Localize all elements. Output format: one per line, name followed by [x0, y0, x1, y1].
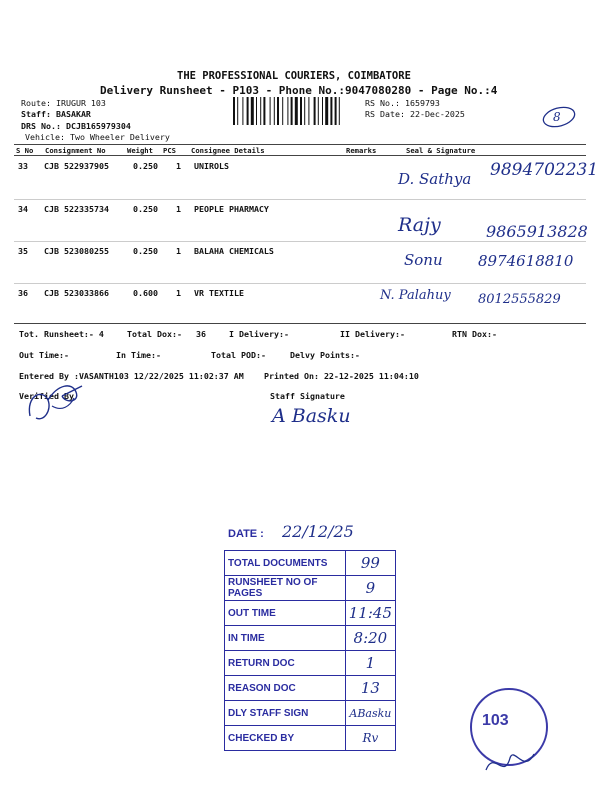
stamp-row: [225, 676, 396, 701]
row-pcs: 1: [176, 204, 181, 214]
table-header-rule: [14, 155, 586, 156]
row-consignee: BALAHA CHEMICALS: [194, 246, 274, 256]
row-divider: [14, 283, 586, 284]
col-header-sno: S No: [16, 146, 34, 155]
verified-by: Verified By: [19, 391, 74, 401]
col-header-weight: Weight: [127, 146, 153, 155]
row-consignee: UNIROLS: [194, 161, 229, 171]
stamp-label: RETURN DOC: [225, 651, 346, 676]
row-pcs: 1: [176, 288, 181, 298]
stamp-row: [225, 626, 396, 651]
company-title: THE PROFESSIONAL COURIERS, COIMBATORE: [177, 70, 411, 82]
delvy-points: Delvy Points:-: [290, 350, 360, 360]
table-top-rule: [14, 144, 586, 145]
total-pod: Total POD:-: [211, 350, 266, 360]
row-divider: [14, 241, 586, 242]
col-header-consignee: Consignee Details: [191, 146, 265, 155]
printed-on: Printed On: 22-12-2025 11:04:10: [264, 371, 419, 381]
stamp-value: 13: [345, 676, 395, 701]
handwritten-signature: Sonu: [404, 251, 443, 269]
route-text: Route: IRUGUR 103: [21, 98, 106, 108]
rtn-dox: RTN Dox:-: [452, 329, 497, 339]
total-dox-label: Total Dox:-: [127, 329, 182, 339]
stamp-label: TOTAL DOCUMENTS: [225, 551, 346, 576]
row-sno: 34: [18, 204, 28, 214]
in-time: In Time:-: [116, 350, 161, 360]
col-header-consignment: Consignment No: [45, 146, 106, 155]
runsheet-subtitle: Delivery Runsheet - P103 - Phone No.:9047080280 - Page No.:4: [100, 84, 498, 97]
row-weight: 0.600: [133, 288, 158, 298]
barcode-image: [233, 97, 361, 125]
stamp-value: Rv: [345, 726, 395, 751]
row-consignment: CJB 523080255: [44, 246, 109, 256]
stamp-value: 1: [345, 651, 395, 676]
entered-by: Entered By :VASANTH103 12/22/2025 11:02:37 AM: [19, 371, 244, 381]
row-sno: 33: [18, 161, 28, 171]
row-consignment: CJB 523033866: [44, 288, 109, 298]
row-consignee: VR TEXTILE: [194, 288, 244, 298]
handwritten-signature: Rajy: [398, 214, 441, 236]
stamp-label: IN TIME: [225, 626, 346, 651]
stamp-label: REASON DOC: [225, 676, 346, 701]
row-consignment: CJB 522335734: [44, 204, 109, 214]
handwritten-signature: N. Palahuy: [380, 288, 451, 303]
col-header-pcs: PCS: [163, 146, 176, 155]
stamp-value: 99: [345, 551, 395, 576]
corner-handwritten-mark: [540, 104, 578, 130]
handwritten-signature: D. Sathya: [398, 170, 472, 188]
delivery-stamp: [224, 524, 396, 762]
row-weight: 0.250: [133, 246, 158, 256]
stamp-value: 8:20: [345, 626, 395, 651]
stamp-label: DLY STAFF SIGN: [225, 701, 346, 726]
stamp-row: [225, 701, 396, 726]
tot-runsheet: Tot. Runsheet:- 4: [19, 329, 104, 339]
stamp-row: [225, 576, 396, 601]
handwritten-phone: 8012555829: [478, 292, 561, 307]
stamp-label: RUNSHEET NO OF PAGES: [225, 576, 346, 601]
row-consignee: PEOPLE PHARMACY: [194, 204, 269, 214]
staff-signature-label: Staff Signature: [270, 391, 345, 401]
col-header-remarks: Remarks: [346, 146, 377, 155]
rs-date-text: RS Date: 22-Dec-2025: [365, 109, 465, 119]
ii-delivery: II Delivery:-: [340, 329, 405, 339]
seal-number: 103: [482, 712, 509, 729]
drs-text: DRS No.: DCJB165979304: [21, 121, 131, 131]
stamp-label: CHECKED BY: [225, 726, 346, 751]
verified-signature-scribble: [22, 376, 92, 430]
seal-signature-scribble: [480, 740, 540, 784]
row-pcs: 1: [176, 246, 181, 256]
vehicle-text: Vehicle: Two Wheeler Delivery: [25, 132, 170, 142]
total-dox-value: 36: [196, 329, 206, 339]
stamp-row: [225, 551, 396, 576]
stamp-value: 9: [345, 576, 395, 601]
table-bottom-rule: [14, 323, 586, 324]
staff-text: Staff: BASAKAR: [21, 109, 91, 119]
row-weight: 0.250: [133, 204, 158, 214]
staff-signature-handwritten: A Basku: [272, 405, 351, 427]
row-weight: 0.250: [133, 161, 158, 171]
corner-mark-text: 8: [553, 110, 561, 124]
i-delivery: I Delivery:-: [229, 329, 289, 339]
stamp-value: ABasku: [345, 701, 395, 726]
out-time: Out Time:-: [19, 350, 69, 360]
handwritten-phone: 8974618810: [478, 252, 574, 270]
stamp-table: [224, 550, 396, 751]
col-header-seal: Seal & Signature: [406, 146, 476, 155]
row-divider: [14, 199, 586, 200]
handwritten-phone: 9865913828: [486, 222, 588, 241]
stamp-date-label: DATE :: [228, 528, 264, 540]
stamp-label: OUT TIME: [225, 601, 346, 626]
row-sno: 36: [18, 288, 28, 298]
stamp-date-value: 22/12/25: [282, 522, 354, 541]
stamp-row: [225, 651, 396, 676]
handwritten-phone: 9894702231: [490, 160, 599, 180]
stamp-value: 11:45: [345, 601, 395, 626]
row-pcs: 1: [176, 161, 181, 171]
rs-no-text: RS No.: 1659793: [365, 98, 440, 108]
stamp-row: [225, 601, 396, 626]
stamp-row: [225, 726, 396, 751]
row-sno: 35: [18, 246, 28, 256]
row-consignment: CJB 522937905: [44, 161, 109, 171]
